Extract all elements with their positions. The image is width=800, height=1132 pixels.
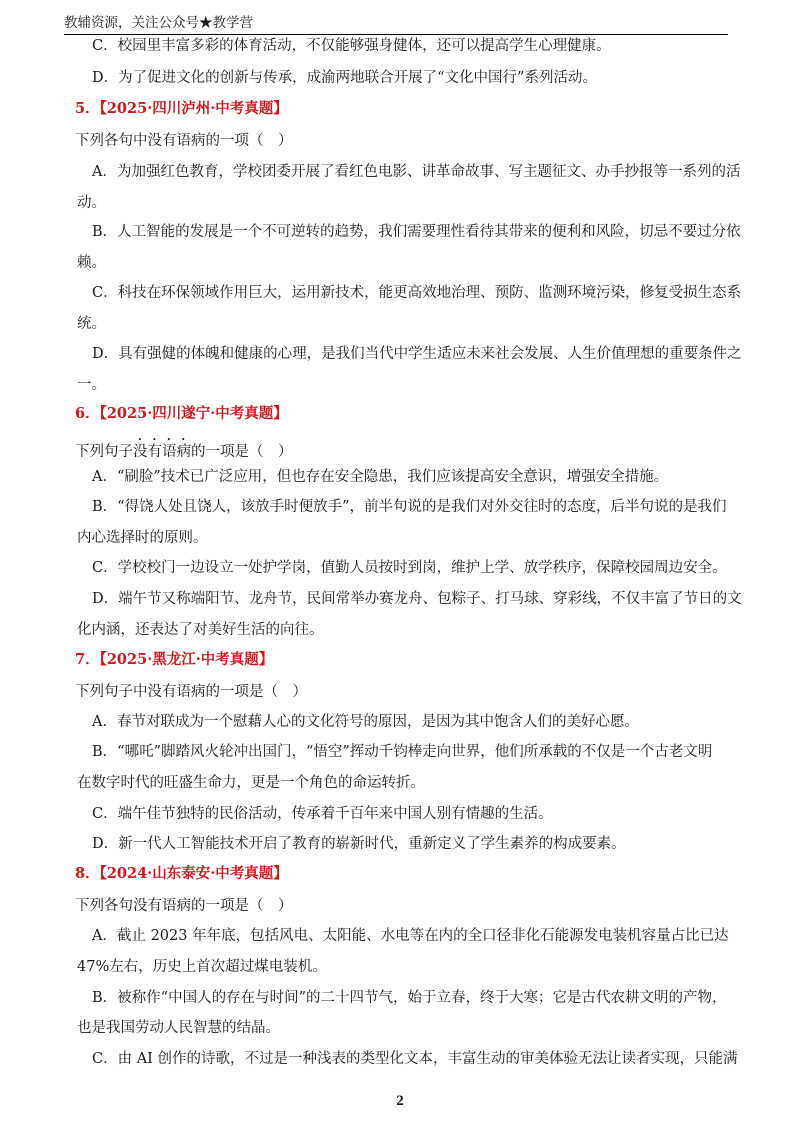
option-6d: D．端午节又称端阳节、龙舟节，民间常举办赛龙舟、包粽子、打马球、穿彩线，不仅丰富了节日的文: [92, 591, 742, 607]
option-7b-cont: 在数字时代的旺盛生命力，更是一个角色的命运转折。: [77, 775, 425, 791]
option-7b: B．“哪吒”脚踏风火轮冲出国门，“悟空”挥动千钧棒走向世界，他们所承载的不仅是一个古老文明: [92, 744, 713, 760]
option-5b: B．人工智能的发展是一个不可逆转的趋势，我们需要理性看待其带来的便利和风险，切忌不要过分依: [92, 224, 741, 240]
option-5c: C．科技在环保领域作用巨大，运用新技术，能更高效地治理、预防、监测环境污染，修复受损生态系: [92, 285, 742, 301]
question-8-header: 8．【2024·山东泰安·中考真题】: [75, 865, 288, 882]
option-7c: C．端午佳节独特的民俗活动，传承着千百年来中国人别有情趣的生活。: [92, 806, 553, 822]
option-8c: C．由 AI 创作的诗歌，不过是一种浅表的类型化文本，丰富生动的审美体验无法让读者实现，只能满: [92, 1051, 738, 1067]
emphasis-text: 没有语病: [133, 444, 191, 460]
question-7-header: 7．【2025·黑龙江·中考真题】: [75, 651, 274, 668]
question-5-stem: 下列各句中没有语病的一项（ ）: [75, 133, 293, 149]
option-8a: A．截止 2023 年年底，包括风电、太阳能、水电等在内的全口径非化石能源发电装机容量占比已达: [92, 928, 729, 944]
option-5a-cont: 动。: [77, 195, 106, 211]
question-8-stem: 下列各句没有语病的一项是（ ）: [75, 898, 293, 914]
option-5d: D．具有强健的体魄和健康的心理，是我们当代中学生适应未来社会发展、人生价值理想的重要条件之: [92, 346, 742, 362]
question-5-header: 5．【2025·四川泸州·中考真题】: [75, 100, 288, 117]
option-8b-cont: 也是我国劳动人民智慧的结晶。: [77, 1020, 280, 1036]
option-6b-cont: 内心选择时的原则。: [77, 530, 208, 546]
option-6c: C．学校校门一边设立一处护学岗，值勤人员按时到岗，维护上学、放学秩序，保障校园周边安全。: [92, 560, 727, 576]
option-5c-cont: 统。: [77, 316, 106, 332]
page-number: 2: [396, 1093, 404, 1109]
option-5d-cont: 一。: [77, 377, 106, 393]
question-6-stem: 下列句子没有语病的一项是（ ）: [75, 444, 293, 460]
page-header: 教辅资源，关注公众号★教学营: [64, 14, 728, 35]
option-6d-cont: 化内涵，还表达了对美好生活的向往。: [77, 622, 324, 638]
option-6a: A．“刷脸”技术已广泛应用，但也存在安全隐患，我们应该提高安全意识，增强安全措施。: [92, 469, 669, 485]
option-5a: A．为加强红色教育，学校团委开展了看红色电影、讲革命故事、写主题征文、办手抄报等一系列的活: [92, 164, 741, 180]
option-4d: D．为了促进文化的创新与传承，成渝两地联合开展了“文化中国行”系列活动。: [92, 70, 597, 86]
option-4c: C．校园里丰富多彩的体育活动，不仅能够强身健体，还可以提高学生心理健康。: [92, 38, 611, 54]
option-6b: B．“得饶人处且饶人，该放手时便放手”，前半句说的是我们对外交往时的态度，后半句说的是我们: [92, 499, 727, 515]
question-6-header: 6．【2025·四川遂宁·中考真题】: [75, 405, 288, 422]
option-7d: D．新一代人工智能技术开启了教育的崭新时代，重新定义了学生素养的构成要素。: [92, 836, 626, 852]
option-7a: A．春节对联成为一个慰藉人心的文化符号的原因，是因为其中饱含人们的美好心愿。: [92, 714, 639, 730]
option-8a-cont: 47%左右，历史上首次超过煤电装机。: [77, 959, 327, 975]
question-7-stem: 下列句子中没有语病的一项是（ ）: [75, 684, 307, 700]
option-5b-cont: 赖。: [77, 255, 106, 271]
option-8b: B．被称作“中国人的存在与时间”的二十四节气，始于立春，终于大寒；它是古代农耕文明的产物，: [92, 990, 727, 1006]
